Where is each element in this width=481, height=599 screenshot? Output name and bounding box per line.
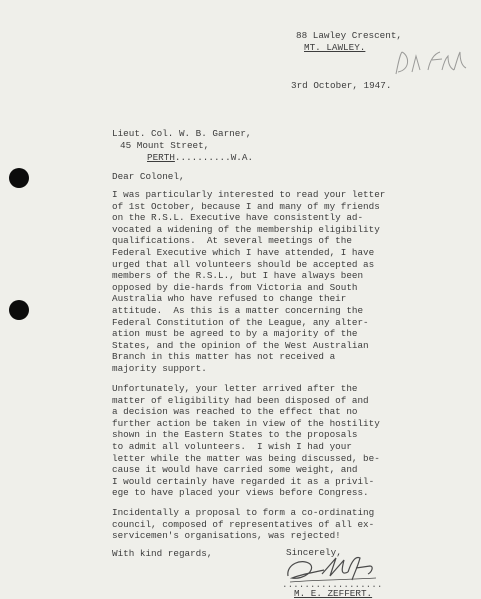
- p1-line: Federal Constitution of the League, any alter-: [112, 316, 369, 328]
- recipient-line2: 45 Mount Street,: [120, 140, 210, 151]
- p1-line: Branch in this matter has not received a: [112, 351, 336, 363]
- sender-address-line1: 88 Lawley Crescent,: [296, 30, 403, 41]
- recipient-dots: ..........: [174, 152, 231, 163]
- p2-line: matter of eligibility had been disposed of and: [112, 394, 369, 406]
- p1-line: of 1st October, because I and many of my friends: [112, 200, 380, 212]
- p3-line: council, composed of representatives of all ex-: [112, 518, 375, 530]
- p1-line: Federal Executive which I have attended, I have: [112, 247, 375, 258]
- punch-hole-top: [9, 168, 29, 188]
- p2-line: ege to have placed your views before Congress.: [112, 487, 369, 499]
- p2-line: cause it would have carried some weight, and: [112, 464, 358, 476]
- p2-line: letter while the matter was being discussed, be-: [112, 452, 380, 464]
- p1-line: ation must be agreed to by a majority of the: [112, 328, 358, 340]
- letter-date: 3rd October, 1947.: [291, 80, 392, 91]
- p1-line: I was particularly interested to read your letter: [112, 189, 386, 200]
- p1-line: vocated a widening of the membership eligibility: [112, 223, 380, 235]
- p3-line: servicemen's organisations, was rejected!: [112, 530, 341, 542]
- recipient-line3: [147, 152, 253, 164]
- p2-line: further action be taken in view of the hostility: [112, 417, 380, 429]
- p1-line: members of the R.S.L., but I have always been: [112, 270, 364, 282]
- pencil-annotation: [390, 46, 470, 78]
- p2-line: a decision was reached to the effect that no: [112, 406, 358, 418]
- p3-line: Incidentally a proposal to form a co-ordinating: [112, 507, 375, 518]
- p1-line: opposed by die-hards from Victoria and South: [112, 281, 358, 293]
- recipient-city: PERTH: [147, 152, 175, 163]
- p1-line: majority support.: [112, 363, 207, 374]
- p1-line: urged that all volunteers should be accepted as: [112, 258, 375, 270]
- salutation: Dear Colonel,: [112, 171, 185, 182]
- closing: With kind regards,: [112, 548, 213, 559]
- p1-line: Australia who have refused to change their: [112, 293, 347, 305]
- p2-line: to admit all volunteers. I wish I had your: [112, 441, 352, 452]
- punch-hole-bottom: [9, 300, 29, 320]
- p2-line: Unfortunately, your letter arrived after the: [112, 383, 358, 394]
- signatory-name: M. E. ZEFFERT.: [294, 588, 373, 599]
- p2-line: shown in the Eastern States to the proposals: [112, 429, 358, 441]
- recipient-line1: Lieut. Col. W. B. Garner,: [112, 128, 252, 139]
- p1-line: attitude. As this is a matter concerning the: [112, 305, 364, 316]
- sender-address-line2: MT. LAWLEY.: [304, 42, 366, 53]
- signoff: Sincerely,: [286, 547, 342, 558]
- p2-line: I would certainly have regarded it as a privil-: [112, 475, 375, 487]
- p1-line: qualifications. At several meetings of the: [112, 235, 352, 247]
- signature-dotted-line: ..................: [282, 579, 383, 590]
- p1-line: on the R.S.L. Executive have consistently ad-: [112, 212, 364, 224]
- p1-line: States, and the opinion of the West Australian: [112, 339, 369, 351]
- recipient-state: W.A.: [230, 152, 254, 163]
